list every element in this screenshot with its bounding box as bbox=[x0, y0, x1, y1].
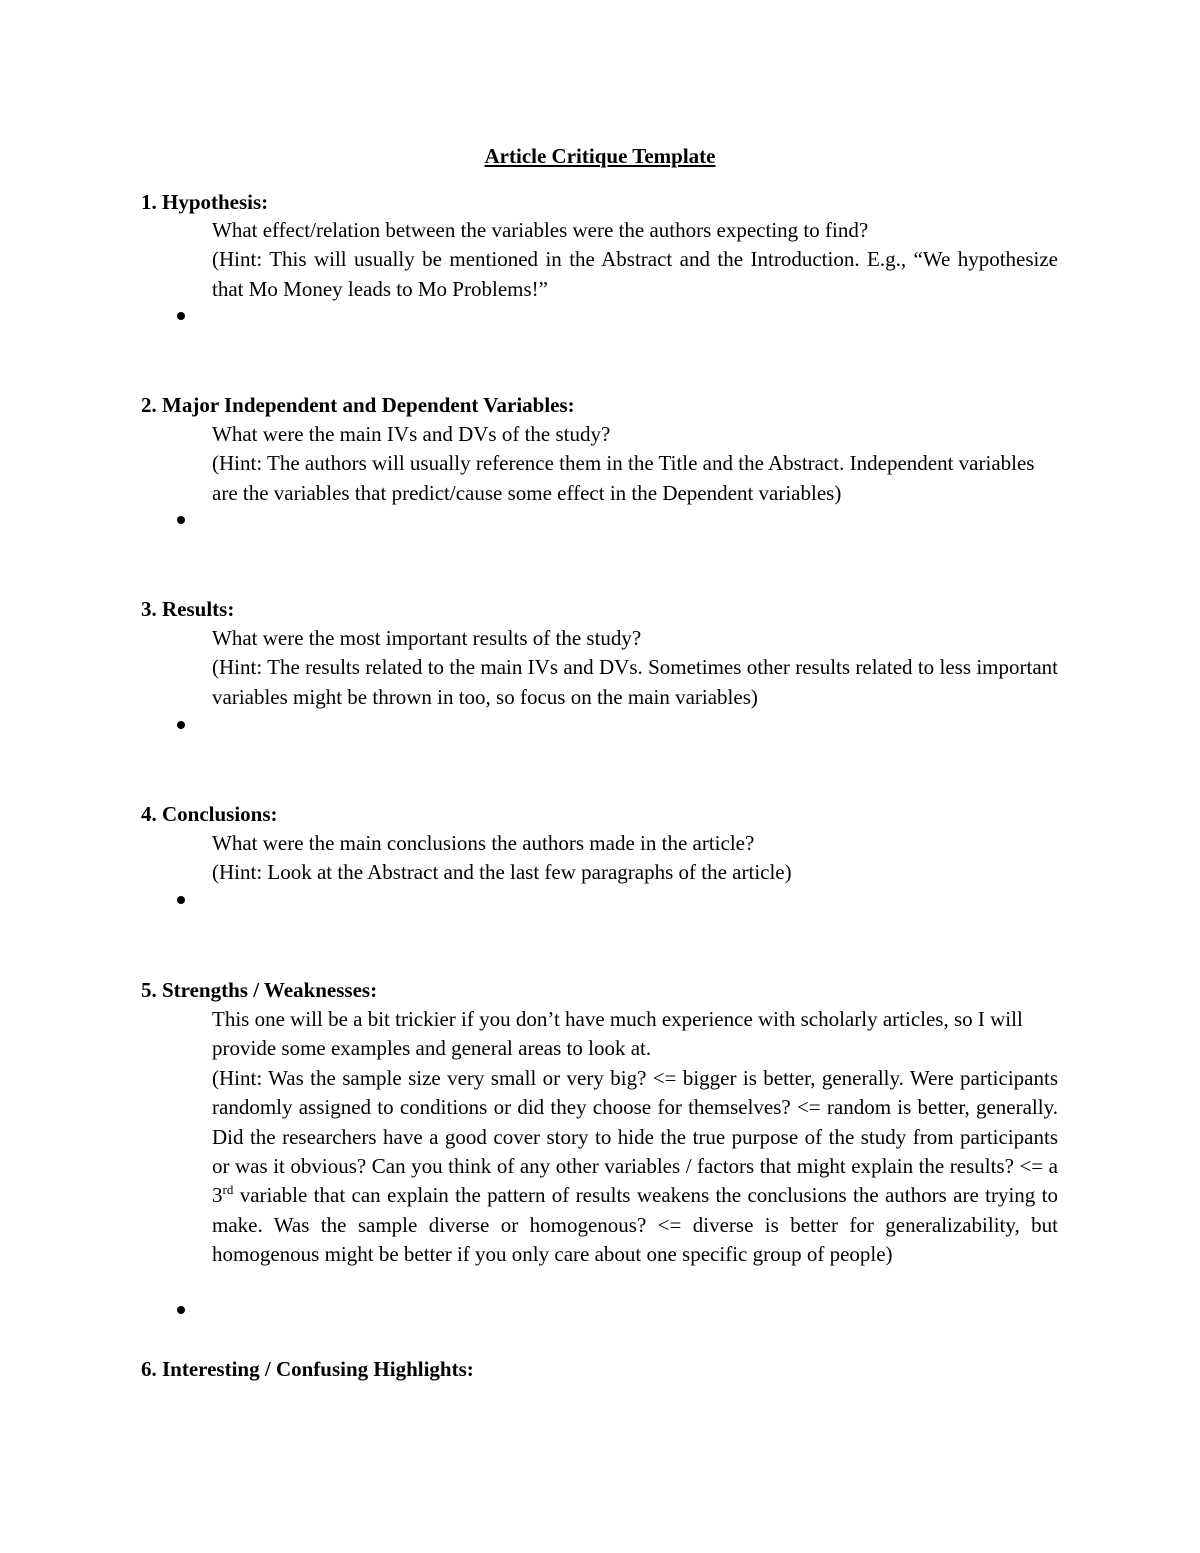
section-5-body bbox=[212, 1005, 1058, 1270]
section-1-question: What effect/relation between the variables were the authors expecting to find? bbox=[212, 218, 869, 242]
section-3-answer-bullet bbox=[175, 719, 187, 731]
section-4-body bbox=[212, 829, 1058, 888]
section-3-heading: 3. Results: bbox=[141, 597, 235, 621]
section-3-hint: (Hint: The results related to the main IVs and DVs. Sometimes other results related to less important variables might be thrown in too, so focus on the main variables) bbox=[212, 655, 1058, 709]
document-title: Article Critique Template bbox=[484, 144, 716, 168]
section-1-body bbox=[212, 216, 1058, 304]
section-2-question: What were the main IVs and DVs of the study? bbox=[212, 422, 611, 446]
section-2-answer-bullet bbox=[175, 514, 187, 526]
section-4-heading: 4. Conclusions: bbox=[141, 802, 278, 826]
section-3-question: What were the most important results of the study? bbox=[212, 626, 642, 650]
section-3-body bbox=[212, 624, 1058, 712]
section-2-heading: 2. Major Independent and Dependent Variables: bbox=[141, 393, 575, 417]
section-1-heading: 1. Hypothesis: bbox=[141, 190, 269, 214]
section-2-hint: (Hint: The authors will usually reference them in the Title and the Abstract. Independent variables are the variables that predict/cause some effect in the Dependent variables) bbox=[212, 451, 1035, 505]
section-2-body bbox=[212, 420, 1058, 508]
section-5-hint-part1: (Hint: Was the sample size very small or very big? <= bigger is better, generally. Were participants randomly assigned to conditions or did they choose for themselves? <= random is better, generally. Did the researchers have a good cover story to hide the true purpose of the study from participants or was it obvious? Can you think of any other variables / factors that might explain the results? <= a 3 bbox=[212, 1065, 1058, 1208]
section-5-hint-part2: variable that can explain the pattern of results weakens the conclusions the authors are trying to make. Was the sample diverse or homogenous? <= diverse is better for generalizability, but homogenous might be better if you only care about one specific group of people) bbox=[212, 1183, 1058, 1267]
section-5-hint-superscript: rd bbox=[222, 1182, 234, 1198]
section-6-heading: 6. Interesting / Confusing Highlights: bbox=[141, 1357, 474, 1381]
section-4-answer-bullet bbox=[175, 894, 187, 906]
section-4-hint: (Hint: Look at the Abstract and the last few paragraphs of the article) bbox=[212, 860, 792, 885]
section-5-question: This one will be a bit trickier if you don’t have much experience with scholarly articles, so I will provide some examples and general areas to look at. bbox=[212, 1007, 1023, 1061]
section-5-hint bbox=[212, 1064, 1058, 1270]
section-4-question: What were the main conclusions the authors made in the article? bbox=[212, 831, 755, 855]
section-5-answer-bullet bbox=[175, 1304, 187, 1316]
section-1-answer-bullet bbox=[175, 310, 187, 322]
section-1-hint: (Hint: This will usually be mentioned in the Abstract and the Introduction. E.g., “We hypothesize that Mo Money leads to Mo Problems!” bbox=[212, 247, 1058, 301]
section-5-heading: 5. Strengths / Weaknesses: bbox=[141, 978, 378, 1002]
